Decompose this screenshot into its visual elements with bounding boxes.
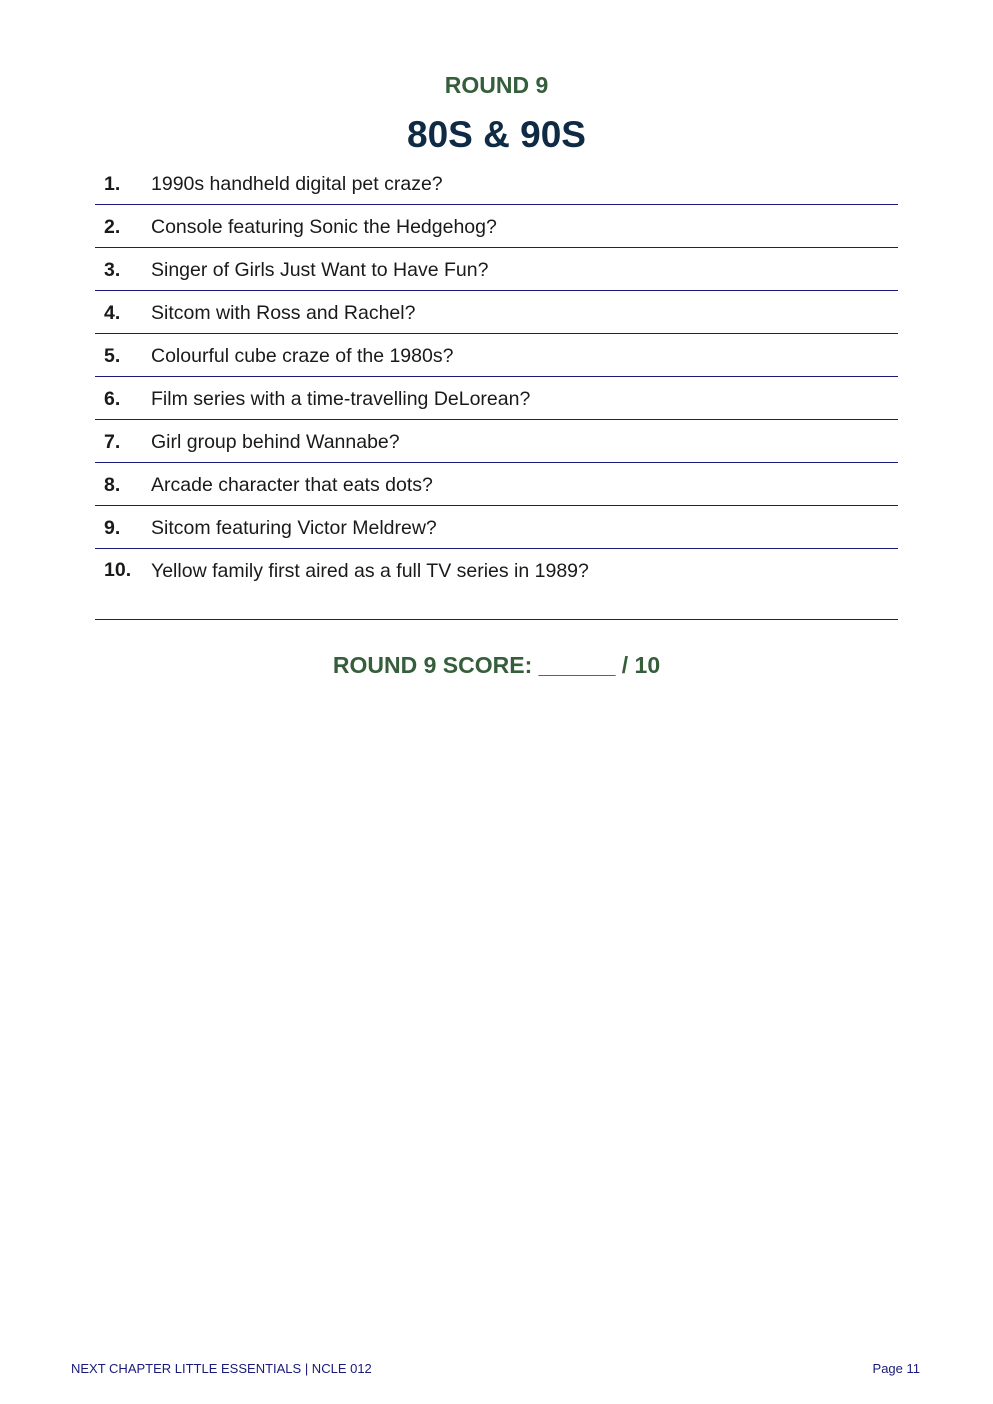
question-number: 6. (104, 388, 121, 410)
question-row-7 (95, 420, 898, 463)
question-number: 8. (104, 474, 121, 496)
question-number: 1. (104, 173, 121, 195)
question-row-5 (95, 334, 898, 377)
question-list (95, 162, 898, 620)
round-score-line: ROUND 9 SCORE: ______ / 10 (332, 652, 661, 678)
round-title: 80S & 90S (407, 114, 586, 155)
question-text: Yellow family first aired as a full TV series in 1989? (151, 560, 589, 582)
question-number: 2. (104, 216, 121, 238)
question-number: 5. (104, 345, 121, 367)
footer-publication: NEXT CHAPTER LITTLE ESSENTIALS | NCLE 012 (71, 1361, 372, 1376)
question-text: Arcade character that eats dots? (151, 474, 433, 496)
question-number: 4. (104, 302, 121, 324)
question-number: 9. (104, 517, 121, 539)
question-text: 1990s handheld digital pet craze? (151, 173, 443, 195)
question-row-3 (95, 248, 898, 291)
question-text: Singer of Girls Just Want to Have Fun? (151, 259, 489, 281)
question-row-4 (95, 291, 898, 334)
question-row-2 (95, 205, 898, 248)
question-number: 7. (104, 431, 121, 453)
question-row-1 (95, 162, 898, 205)
question-row-9 (95, 506, 898, 549)
question-number: 3. (104, 259, 121, 281)
question-text: Sitcom featuring Victor Meldrew? (151, 517, 437, 539)
question-text: Girl group behind Wannabe? (151, 431, 400, 453)
question-text: Film series with a time-travelling DeLorean? (151, 388, 531, 410)
question-number: 10. (104, 559, 132, 581)
question-row-10 (95, 549, 898, 620)
round-label: ROUND 9 (444, 72, 549, 98)
question-row-6 (95, 377, 898, 420)
question-row-8 (95, 463, 898, 506)
question-text: Sitcom with Ross and Rachel? (151, 302, 416, 324)
footer-page-number: Page 11 (872, 1361, 920, 1376)
question-text: Colourful cube craze of the 1980s? (151, 345, 454, 367)
question-text: Console featuring Sonic the Hedgehog? (151, 216, 497, 238)
